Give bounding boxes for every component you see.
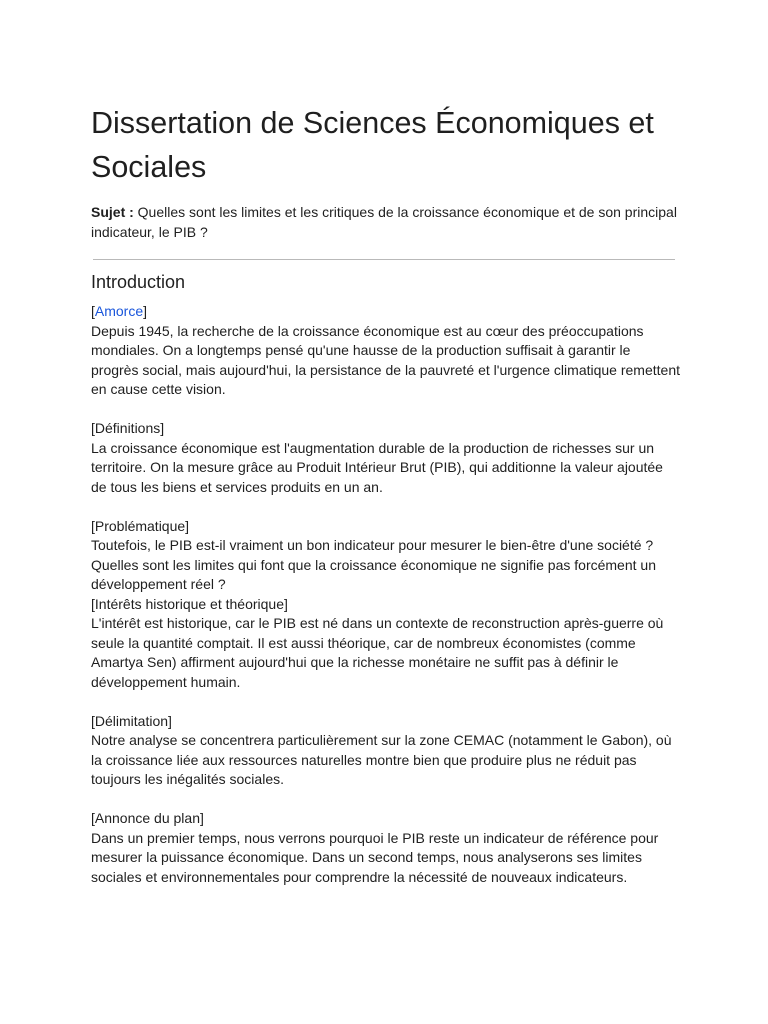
interets-block bbox=[91, 595, 681, 693]
delimitation-block bbox=[91, 712, 681, 790]
interets-tag: [Intérêts historique et théorique] bbox=[91, 595, 288, 612]
document-title: Dissertation de Sciences Économiques et Sociales bbox=[91, 106, 654, 184]
subject-line bbox=[91, 202, 681, 242]
document-page bbox=[91, 101, 681, 887]
annonce-tag: [Annonce du plan] bbox=[91, 810, 204, 826]
annonce-text: Dans un premier temps, nous verrons pourquoi le PIB reste un indicateur de référence pour mesurer la puissance économique. Dans un second temps, nous analyserons ses limites sociales et environnementales pour comprendre la nécessité de nouveaux indicateurs. bbox=[91, 829, 659, 885]
amorce-link[interactable]: Amorce bbox=[94, 303, 144, 319]
delimitation-text: Notre analyse se concentrera particulièrement sur la zone CEMAC (notamment le Gabon), où la croissance liée aux ressources naturelles montre bien que produire plus ne réduit pas toujours les inégalités sociales. bbox=[91, 732, 672, 787]
definitions-text: La croissance économique est l'augmentation durable de la production de richesses sur un territoire. On la mesure grâce au Produit Intérieur Brut (PIB), qui additionne la valeur ajoutée de tous les biens et services produits en un an. bbox=[91, 439, 663, 495]
section-divider bbox=[93, 259, 675, 260]
amorce-tag bbox=[91, 302, 681, 322]
amorce-block bbox=[91, 302, 681, 400]
subject-label: Sujet : bbox=[91, 204, 134, 220]
introduction-heading: Introduction bbox=[91, 272, 186, 292]
interets-text: L'intérêt est historique, car le PIB est né dans un contexte de reconstruction après-guerre où seule la quantité comptait. Il est aussi théorique, car de nombreux économistes (comme Amartya Sen) affirment aujourd'hui que la richesse monétaire ne suffit pas à définir le développement humain. bbox=[91, 615, 664, 690]
bracket-open: [ bbox=[91, 303, 95, 319]
subject-text: Quelles sont les limites et les critiques de la croissance économique et de son principal indicateur, le PIB ? bbox=[91, 204, 677, 240]
definitions-block bbox=[91, 419, 681, 497]
delimitation-tag: [Délimitation] bbox=[91, 712, 172, 729]
definitions-tag: [Définitions] bbox=[91, 420, 165, 436]
annonce-block bbox=[91, 809, 681, 887]
problematique-text: Toutefois, le PIB est-il vraiment un bon indicateur pour mesurer le bien-être d'une société ? Quelles sont les limites qui font que la croissance économique ne signifie pas forcément un développement réel ? bbox=[91, 537, 656, 592]
bracket-close: ] bbox=[143, 303, 148, 319]
problematique-tag: [Problématique] bbox=[91, 517, 190, 534]
amorce-text: Depuis 1945, la recherche de la croissance économique est au cœur des préoccupations mondiales. On a longtemps pensé qu'une hausse de la production suffisait à garantir le progrès social, mais aujourd'hui, la persistance de la pauvreté et l'urgence climatique remettent en cause cette vision. bbox=[91, 322, 680, 397]
problematique-block bbox=[91, 517, 681, 595]
